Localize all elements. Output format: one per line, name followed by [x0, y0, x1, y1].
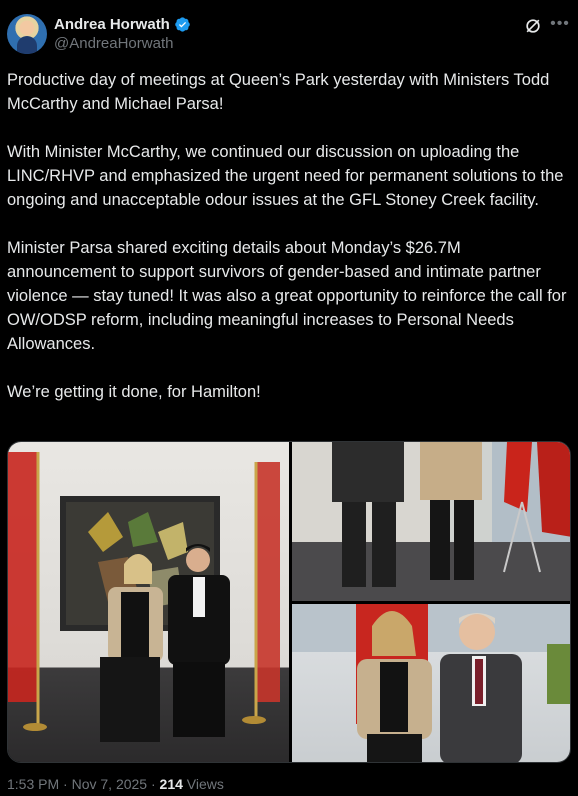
media-grid: [7, 441, 571, 763]
photo-tr-illustration: [292, 442, 571, 601]
meta-separator: ·: [59, 776, 72, 792]
views-label: Views: [186, 776, 224, 792]
more-options-icon[interactable]: •••: [550, 15, 570, 32]
views-count[interactable]: 214: [159, 776, 183, 792]
photo-main-illustration: [8, 442, 289, 763]
verified-badge-icon[interactable]: [174, 16, 191, 33]
author-handle[interactable]: @AndreaHorwath: [54, 35, 174, 52]
post-header: [7, 14, 571, 58]
author-display-name-row[interactable]: [54, 16, 191, 33]
post-meta: [7, 776, 224, 792]
meta-separator-2: ·: [147, 776, 160, 792]
post-time[interactable]: 1:53 PM: [7, 776, 60, 792]
author-names: [54, 16, 191, 52]
avatar[interactable]: [7, 14, 47, 54]
photo-standing-legs[interactable]: [292, 442, 571, 601]
photo-meeting-parsa[interactable]: [292, 604, 571, 763]
author-display-name[interactable]: Andrea Horwath: [54, 16, 170, 33]
grok-icon[interactable]: [523, 16, 543, 36]
post-text: Productive day of meetings at Queen’s Park yesterday with Ministers Todd McCarthy and Michael Parsa! With Minister McCarthy, we continued our discussion on uploading the LINC/RHVP and emphasized the urgent need for permanent solutions to the ongoing and unacceptable odour issues at the GFL Stoney Creek facility. Minister Parsa shared exciting details about Monday’s $26.7M announcement to support survivors of gender-based and intimate partner violence — stay tuned! It was also a great opportunity to reinforce the call for OW/ODSP reform, including meaningful increases to Personal Needs Allowances. We’re getting it done, for Hamilton!: [7, 71, 567, 401]
photo-br-illustration: [292, 604, 571, 763]
post-date[interactable]: Nov 7, 2025: [71, 776, 148, 792]
photo-meeting-mccarthy[interactable]: [8, 442, 289, 763]
